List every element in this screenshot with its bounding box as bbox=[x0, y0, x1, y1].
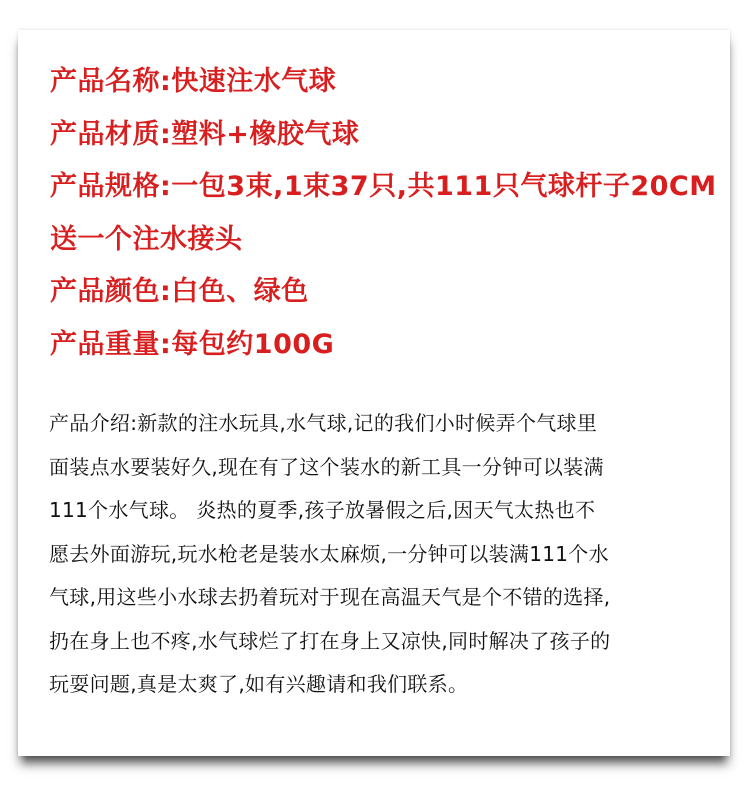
product-info-card bbox=[18, 30, 730, 756]
intro-line: 玩耍问题,真是太爽了,如有兴趣请和我们联系。 bbox=[49, 672, 469, 696]
intro-line: 产品介绍:新款的注水玩具,水气球,记的我们小时候弄个气球里 bbox=[49, 411, 598, 435]
intro-line: 扔在身上也不疼,水气球烂了打在身上又凉快,同时解决了孩子的 bbox=[49, 628, 611, 653]
product-introduction bbox=[49, 402, 719, 707]
spec-weight: 产品重量:每包约100G bbox=[50, 328, 335, 360]
spec-color: 产品颜色:白色、绿色 bbox=[50, 276, 309, 307]
spec-name: 产品名称:快速注水气球 bbox=[50, 66, 337, 97]
intro-line: 气球,用这些小水球去扔着玩对于现在高温天气是个不错的选择, bbox=[49, 585, 611, 609]
spec-size: 产品规格:一包3束,1束37只,共111只气球杆子20CM bbox=[50, 171, 717, 202]
spec-accessory: 送一个注水接头 bbox=[50, 223, 243, 255]
intro-line: 愿去外面游玩,玩水枪老是装水太麻烦,一分钟可以装满111个水 bbox=[49, 541, 609, 566]
intro-line: 111个水气球。 炎热的夏季,孩子放暑假之后,因天气太热也不 bbox=[49, 498, 596, 522]
intro-line: 面装点水要装好久,现在有了这个装水的新工具一分钟可以装满 bbox=[49, 454, 604, 479]
spec-material: 产品材质:塑料+橡胶气球 bbox=[50, 118, 360, 150]
product-spec-list bbox=[50, 56, 720, 371]
